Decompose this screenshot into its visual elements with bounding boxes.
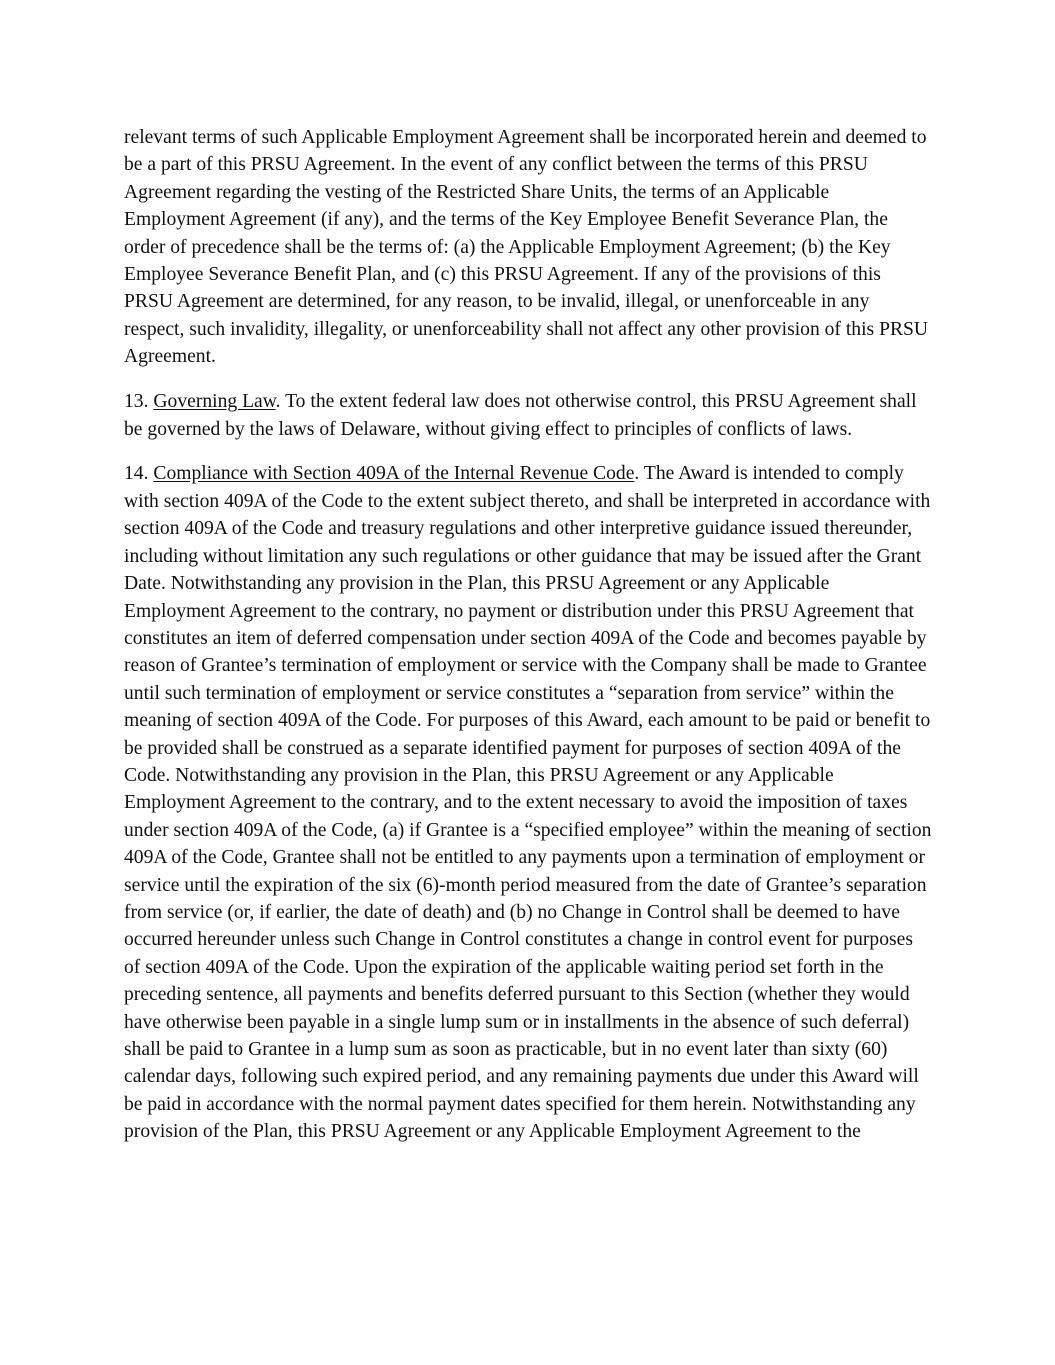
section-13-number: 13. [124,391,154,413]
section-14-number: 14. [124,463,154,485]
document-page [124,124,934,1163]
section-14-body: . The Award is intended to comply with section 409A of the Code to the extent subject thereto, and shall be interpreted in accordance with section 409A of the Code and treasury regulations and other interpretive guidance issued thereunder, including without limitation any such regulations or other guidance that may be issued after the Grant Date. Notwithstanding any provision in the Plan, this PRSU Agreement or any Applicable Employment Agreement to the contrary, no payment or distribution under this PRSU Agreement that constitutes an item of deferred compensation under section 409A of the Code and becomes payable by reason of Grantee’s termination of employment or service with the Company shall be made to Grantee until such termination of employment or service constitutes a “separation from service” within the meaning of section 409A of the Code. For purposes of this Award, each amount to be paid or benefit to be provided shall be construed as a separate identified payment for purposes of section 409A of the Code. Notwithstanding any provision in the Plan, this PRSU Agreement or any Applicable Employment Agreement to the contrary, and to the extent necessary to avoid the imposition of taxes under section 409A of the Code, (a) if Grantee is a “specified employee” within the meaning of section 409A of the Code, Grantee shall not be entitled to any payments upon a termination of employment or service until the expiration of the six (6)-month period measured from the date of Grantee’s separation from service (or, if earlier, the date of death) and (b) no Change in Control shall be deemed to have occurred hereunder unless such Change in Control constitutes a change in control event for purposes of section 409A of the Code. Upon the expiration of the applicable waiting period set forth in the preceding sentence, all payments and benefits deferred pursuant to this Section (whether they would have otherwise been payable in a single lump sum or in installments in the absence of such deferral) shall be paid to Grantee in a lump sum as soon as practicable, but in no event later than sixty (60) calendar days, following such expired period, and any remaining payments due under this Award will be paid in accordance with the normal payment dates specified for them herein. Notwithstanding any provision of the Plan, this PRSU Agreement or any Applicable Employment Agreement to the [124,463,932,1143]
section-14-compliance-409a [124,460,934,1145]
section-14-heading: Compliance with Section 409A of the Internal Revenue Code [153,463,635,485]
section-13-governing-law [124,388,934,443]
paragraph-continuation: relevant terms of such Applicable Employment Agreement shall be incorporated herein and deemed to be a part of this PRSU Agreement. In the event of any conflict between the terms of this PRSU Agreement regarding the vesting of the Restricted Share Units, the terms of an Applicable Employment Agreement (if any), and the terms of the Key Employee Benefit Severance Plan, the order of precedence shall be the terms of: (a) the Applicable Employment Agreement; (b) the Key Employee Severance Benefit Plan, and (c) this PRSU Agreement. If any of the provisions of this PRSU Agreement are determined, for any reason, to be invalid, illegal, or unenforceable in any respect, such invalidity, illegality, or unenforceability shall not affect any other provision of this PRSU Agreement. [124,127,929,368]
section-13-heading: Governing Law [153,391,276,413]
section-13-body: . To the extent federal law does not otherwise control, this PRSU Agreement shall be governed by the laws of Delaware, without giving effect to principles of conflicts of laws. [124,391,917,440]
